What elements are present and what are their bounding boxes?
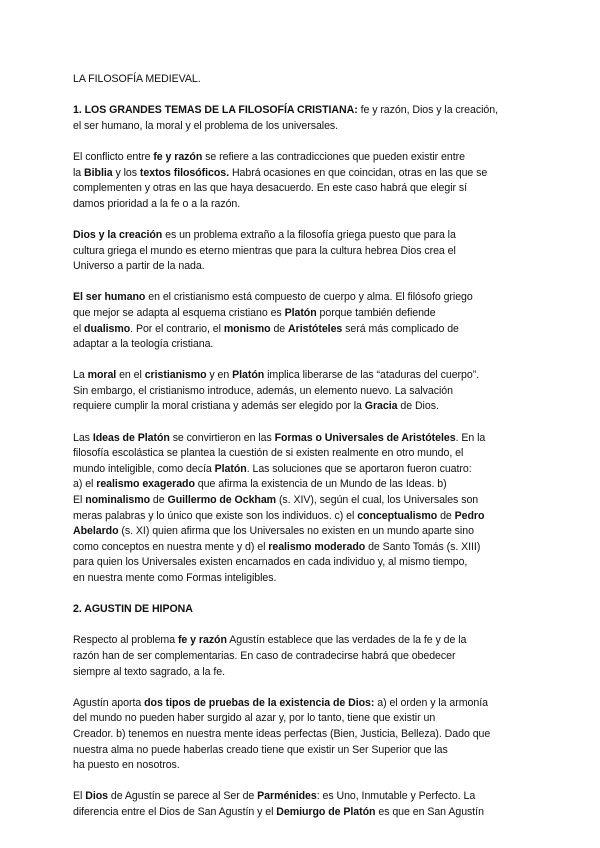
bold-text: dualismo (84, 322, 131, 335)
text-run: en nuestra mente como Formas inteligibles. (73, 572, 277, 584)
paragraph (73, 150, 543, 212)
bold-text: 2. AGUSTIN DE HIPONA (73, 603, 193, 616)
text-line (73, 384, 543, 400)
text-run: fe y razón, Dios y la creación, (357, 104, 498, 117)
bold-text: cristianismo (144, 369, 207, 382)
text-run: Habrá ocasiones en que coincidan, otras en las que se (229, 166, 488, 179)
text-run: (s. XIV), según el cual, los Universales son (276, 494, 479, 507)
bold-text: dos tipos de pruebas de la existencia de Dios: (144, 696, 375, 709)
bold-text: 1. LOS GRANDES TEMAS DE LA FILOSOFÍA CRISTIANA: (73, 104, 358, 117)
text-line (73, 368, 543, 384)
text-line (73, 446, 543, 462)
text-run: requiere cumplir la moral cristiana y además ser elegido por la (73, 400, 365, 413)
text-run: nuestra alma no puede haberlas creado tiene que existir un Ser Superior que las (73, 743, 448, 756)
text-line (73, 399, 543, 415)
text-run: adaptar a la teología cristiana. (73, 338, 214, 351)
text-run: Sin embargo, el cristianismo introduce, además, un elemento nuevo. La salvación (73, 384, 453, 397)
text-run: Agustín establece que las verdades de la fe y de la (226, 634, 467, 647)
text-run: de (270, 322, 289, 335)
paragraph (73, 431, 543, 587)
text-run: la (73, 166, 85, 179)
text-run: que mejor se adapta al esquema cristiano es (73, 306, 285, 319)
bold-text: El ser humano (73, 291, 146, 304)
text-run: del mundo no pueden haber surgido al azar y, por lo tanto, tiene que existir un (73, 712, 436, 725)
text-run: razón han de ser complementarias. En caso de contradecirse habrá que obedecer (73, 649, 456, 662)
bold-text: fe y razón (177, 634, 227, 647)
text-run: El (73, 790, 86, 803)
text-run: de Santo Tomás (s. XIII) (365, 540, 481, 553)
text-line (73, 181, 543, 197)
text-line (73, 649, 543, 665)
text-run: como conceptos en nuestra mente y d) el (73, 540, 269, 553)
text-run: de Dios. (397, 400, 439, 413)
text-run: diferencia entre el Dios de San Agustín y el (73, 805, 277, 818)
text-run: filosofía escolástica se plantea la cuestión de si existen realmente en otro mundo, el (73, 447, 464, 460)
text-run: damos prioridad a la fe o a la razón. (73, 197, 241, 210)
text-line (73, 290, 543, 306)
text-line (73, 337, 543, 353)
bold-text: Formas o Universales de Aristóteles (274, 431, 456, 444)
bold-text: realismo moderado (268, 540, 366, 553)
text-run: meras palabras y lo único que existe son los individuos. c) el (73, 509, 358, 522)
text-line (73, 322, 543, 338)
bold-text: nominalismo (85, 494, 151, 507)
bold-text: Biblia (84, 166, 113, 179)
bold-text: Guillermo de Ockham (167, 494, 277, 507)
bold-text: Gracia (364, 400, 398, 413)
text-run: de (437, 509, 455, 522)
text-line (73, 509, 543, 525)
text-line (73, 228, 543, 244)
paragraph (73, 228, 543, 275)
text-line (73, 524, 543, 540)
paragraph (73, 103, 543, 134)
text-run: a) el orden y la armonía (374, 696, 488, 709)
paragraph (73, 696, 543, 774)
bold-text: textos filosóficos. (139, 166, 230, 179)
text-run: Respecto al problema (73, 634, 178, 647)
bold-text: Demiurgo de Platón (276, 805, 376, 818)
bold-text: Parménides (257, 790, 317, 803)
bold-text: Dios y la creación (73, 228, 163, 241)
text-run: mundo inteligible, como decía (73, 462, 215, 475)
section-heading (73, 602, 543, 618)
text-line (73, 103, 543, 119)
bold-text: moral (87, 369, 117, 382)
bold-text: fe y razón (153, 150, 203, 163)
text-run: a) el (73, 478, 97, 491)
text-line (73, 259, 543, 275)
section-2 (73, 602, 543, 820)
text-line (73, 743, 543, 759)
text-run: y en (206, 369, 233, 382)
text-line (73, 197, 543, 213)
text-run: será más complicado de (342, 322, 459, 335)
text-line (73, 244, 543, 260)
text-run: (s. XI) quien afirma que los Universales no existen en un mundo aparte sino (118, 525, 474, 538)
text-run: . Las soluciones que se aportaron fueron cuatro: (246, 462, 472, 475)
text-run: en el cristianismo está compuesto de cuerpo y alma. El filósofo griego (145, 291, 473, 304)
text-line (73, 306, 543, 322)
text-run: el ser humano, la moral y el problema de los universales. (73, 119, 339, 132)
text-line (73, 602, 543, 618)
text-run: es que en San Agustín (375, 805, 484, 818)
paragraph (73, 368, 543, 415)
text-run: Agustín aporta (73, 696, 145, 709)
section-1 (73, 103, 543, 586)
bold-text: Aristóteles (288, 322, 343, 335)
text-run: La (73, 369, 88, 382)
text-line (73, 805, 543, 821)
bold-text: Abelardo (73, 525, 119, 538)
text-run: Universo a partir de la nada. (73, 260, 205, 273)
text-run: complementen y otras en las que haya desacuerdo. En este caso habrá que elegir sí (73, 182, 468, 195)
bold-text: Platón (214, 462, 247, 475)
text-line (73, 789, 543, 805)
bold-text: Ideas de Platón (92, 431, 170, 444)
text-run: en el (116, 369, 145, 382)
text-line (73, 150, 543, 166)
text-line (73, 119, 543, 135)
bold-text: Pedro (454, 509, 485, 522)
text-run: . En la (455, 431, 486, 444)
text-line (73, 555, 543, 571)
text-line (73, 633, 543, 649)
text-run: para quien los Universales existen encarnados en cada individuo y, al mismo tiempo, (73, 556, 468, 569)
text-line (73, 696, 543, 712)
paragraph (73, 633, 543, 680)
text-run: se convirtieron en las (169, 431, 275, 444)
text-line (73, 462, 543, 478)
text-line (73, 431, 543, 447)
text-run: se refiere a las contradicciones que pueden existir entre (202, 150, 465, 163)
paragraph (73, 290, 543, 352)
document-body (73, 103, 543, 820)
text-line (73, 727, 543, 743)
text-run: ha puesto en nosotros. (73, 759, 180, 772)
bold-text: conceptualismo (357, 509, 438, 522)
text-run: El (73, 494, 86, 507)
text-line (73, 166, 543, 182)
text-run: de Agustín se parece al Ser de (107, 790, 258, 803)
bold-text: Platón (284, 306, 317, 319)
text-run: el (73, 322, 85, 335)
bold-text: monismo (223, 322, 271, 335)
text-line (73, 493, 543, 509)
text-run: porque también defiende (316, 306, 436, 319)
document-title: LA FILOSOFÍA MEDIEVAL. (73, 73, 201, 85)
text-run: El conflicto entre (73, 150, 154, 163)
text-line (73, 711, 543, 727)
text-line (73, 665, 543, 681)
text-run: Creador. b) tenemos en nuestra mente ideas perfectas (Bien, Justicia, Belleza). Dado que (73, 727, 491, 740)
text-line (73, 540, 543, 556)
text-run: de (150, 494, 168, 507)
bold-text: Platón (232, 369, 265, 382)
text-run: Las (73, 431, 93, 444)
text-run: . Por el contrario, el (130, 322, 224, 335)
text-run: siempre al texto sagrado, a la fe. (73, 665, 225, 678)
document-page (73, 72, 543, 836)
text-run: implica liberarse de las “ataduras del cuerpo”. (264, 369, 480, 382)
text-run: y los (112, 166, 140, 179)
text-line (73, 758, 543, 774)
text-line (73, 477, 543, 493)
bold-text: realismo exagerado (96, 478, 195, 491)
text-run: cultura griega el mundo es eterno mientras que para la cultura hebrea Dios crea el (73, 244, 456, 257)
text-line (73, 571, 543, 587)
text-run: que afirma la existencia de un Mundo de las Ideas. b) (194, 478, 447, 491)
bold-text: Dios (85, 790, 108, 803)
text-run: es un problema extraño a la filosofía griega puesto que para la (162, 228, 456, 241)
paragraph (73, 789, 543, 820)
text-run: : es Uno, Inmutable y Perfecto. La (316, 790, 476, 803)
